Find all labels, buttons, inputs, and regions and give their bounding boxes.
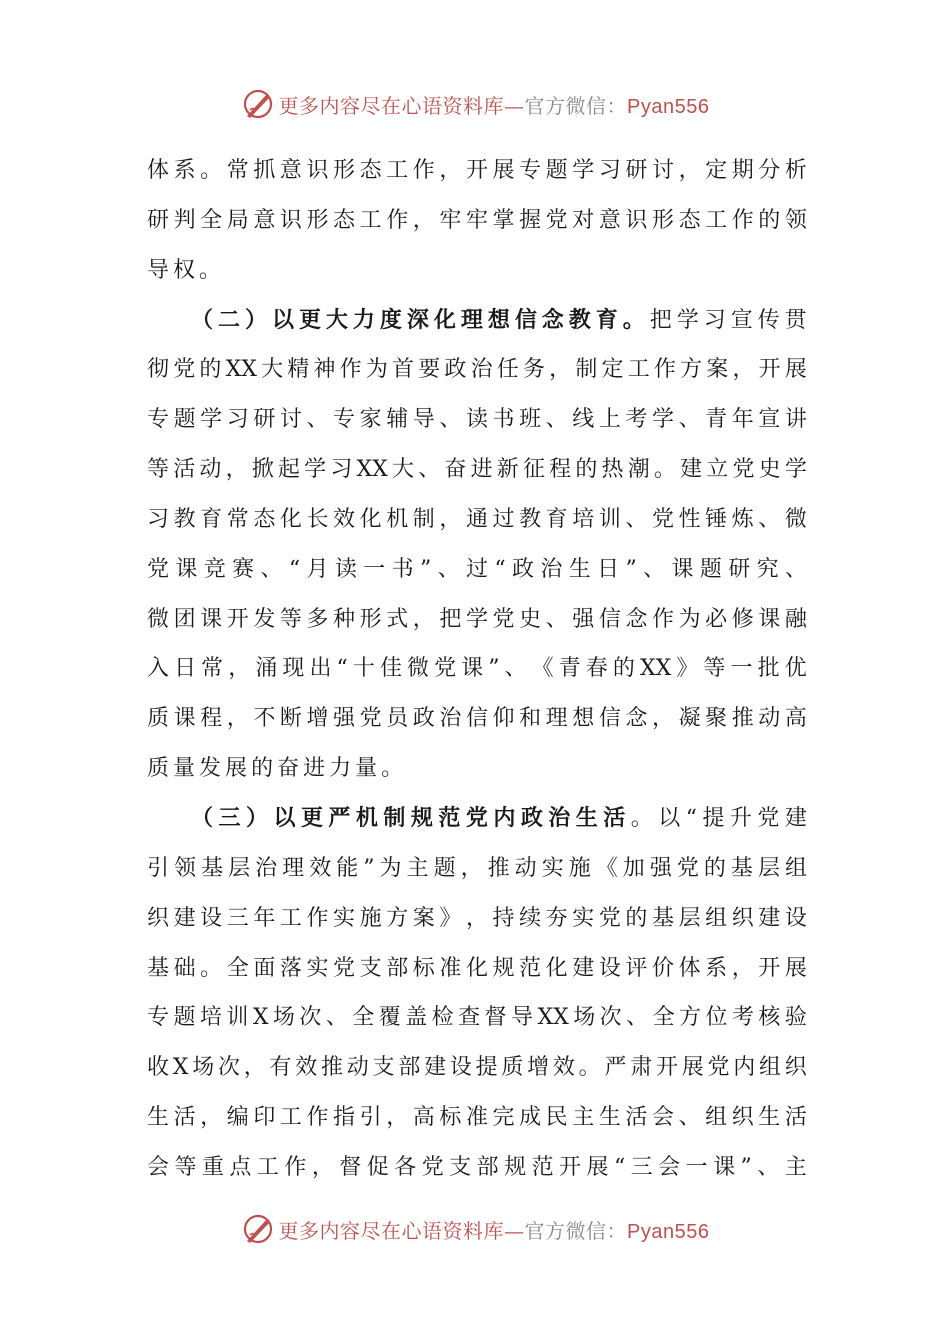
- text-line: 彻 党 的 XX 大 精 神 作 为 首 要 政 治 任 务 ， 制 定 工 作 方 案 ， 开 展: [147, 357, 807, 383]
- document-body: [147, 146, 807, 1193]
- text-line: 质 量 发 展 的 奋 进 力 量 。: [147, 756, 408, 782]
- banner-text: 更多内容尽在心语资料库—官方微信：Pyan556: [278, 1218, 710, 1243]
- pen-circle-logo-icon: [241, 87, 275, 121]
- text-line: 基 础 。 全 面 落 实 党 支 部 标 准 化 规 范 化 建 设 评 价 体 系 ， 开 展: [147, 955, 807, 981]
- text-line: （ 二 ） 以 更 大 力 度 深 化 理 想 信 念 教 育 。 把 学 习 宣 传 贯: [191, 306, 807, 333]
- text-line: 导 权 。: [147, 257, 226, 283]
- text-line: 入 日 常 ， 涌 现 出 “ 十 佳 微 党 课 ” 、 《 青 春 的 XX 》 等 一 批 优: [147, 656, 807, 682]
- text-line: 研 判 全 局 意 识 形 态 工 作 ， 牢 牢 掌 握 党 对 意 识 形 态 工 作 的 领: [147, 207, 807, 233]
- text-line: 专 题 学 习 研 讨 、 专 家 辅 导 、 读 书 班 、 线 上 考 学 、 青 年 宣 讲: [147, 407, 807, 433]
- text-line: 织 建 设 三 年 工 作 实 施 方 案 》 ， 持 续 夯 实 党 的 基 层 组 织 建 设: [147, 905, 807, 931]
- text-line: 党 课 竞 赛 、 “ 月 读 一 书 ” 、 过 “ 政 治 生 日 ” 、 课 题 研 究 、: [147, 556, 807, 582]
- text-line: 等 活 动 ， 掀 起 学 习 XX 大 、 奋 进 新 征 程 的 热 潮 。 建 立 党 史 学: [147, 457, 807, 483]
- footer-banner: [0, 1209, 950, 1249]
- text-line: 微 团 课 开 发 等 多 种 形 式 ， 把 学 党 史 、 强 信 念 作 为 必 修 课 融: [147, 606, 807, 632]
- text-line: （ 三 ） 以 更 严 机 制 规 范 党 内 政 治 生 活 。 以 “ 提 升 党 建: [191, 804, 807, 831]
- text-line: 习 教 育 常 态 化 长 效 化 机 制 ， 通 过 教 育 培 训 、 党 性 锤 炼 、 微: [147, 506, 807, 532]
- header-banner: [0, 84, 950, 124]
- pen-circle-logo-icon: [241, 1212, 275, 1246]
- text-line: 会 等 重 点 工 作 ， 督 促 各 党 支 部 规 范 开 展 “ 三 会 一 课 ” 、 主: [147, 1154, 807, 1180]
- text-line: 质 课 程 ， 不 断 增 强 党 员 政 治 信 仰 和 理 想 信 念 ， 凝 聚 推 动 高: [147, 706, 807, 732]
- text-line: 专 题 培 训 X 场 次 、 全 覆 盖 检 查 督 导 XX 场 次 、 全 方 位 考 核 验: [147, 1005, 807, 1031]
- text-line: 收 X 场 次 ， 有 效 推 动 支 部 建 设 提 质 增 效 。 严 肃 开 展 党 内 组 织: [147, 1055, 807, 1081]
- text-line: 引 领 基 层 治 理 效 能 ” 为 主 题 ， 推 动 实 施 《 加 强 党 的 基 层 组: [147, 855, 807, 881]
- banner-text: 更多内容尽在心语资料库—官方微信：Pyan556: [278, 93, 710, 118]
- text-line: 生 活 ， 编 印 工 作 指 引 ， 高 标 准 完 成 民 主 生 活 会 、 组 织 生 活: [147, 1105, 807, 1131]
- text-line: 体 系 。 常 抓 意 识 形 态 工 作 ， 开 展 专 题 学 习 研 讨 ， 定 期 分 析: [147, 158, 807, 183]
